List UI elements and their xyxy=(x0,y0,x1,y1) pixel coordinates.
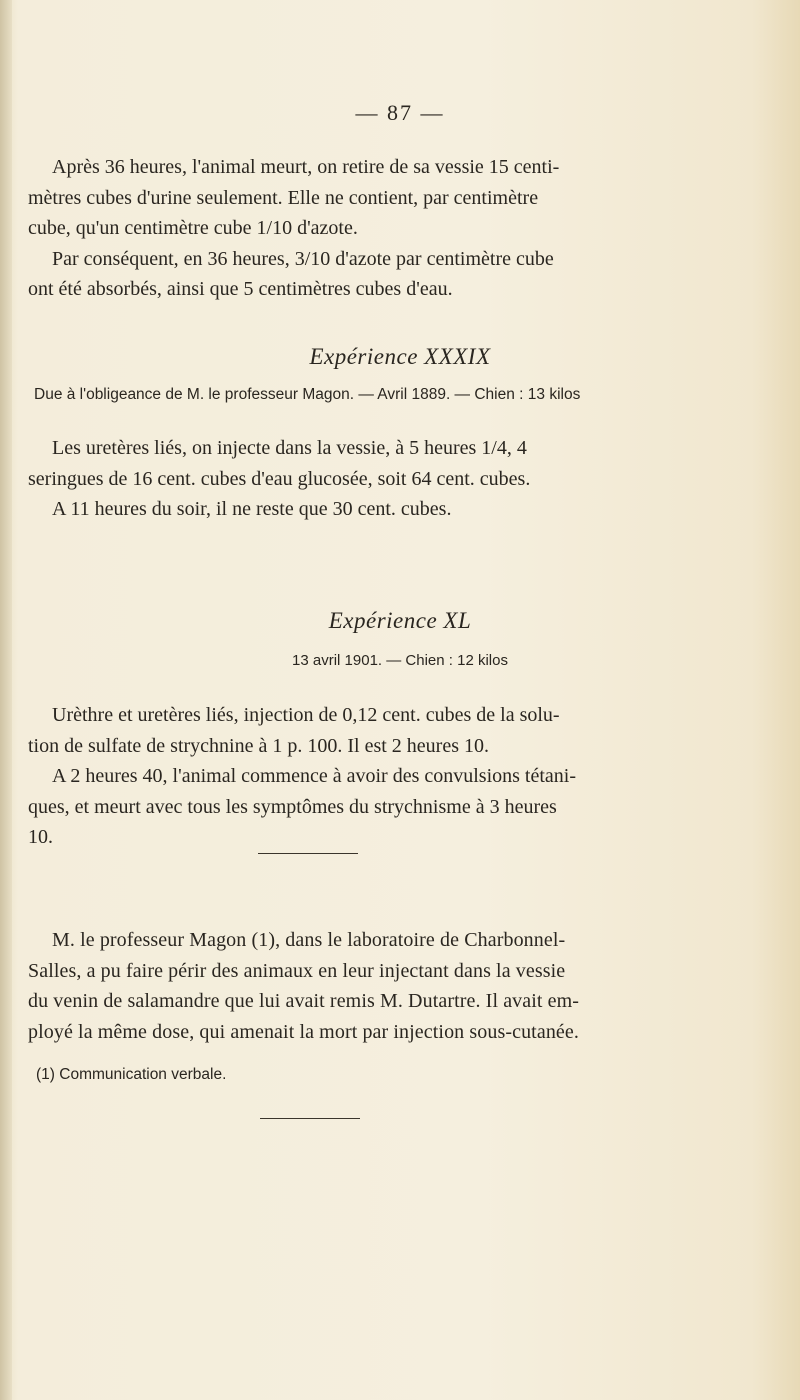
intro-line: cube, qu'un centimètre cube 1/10 d'azote. xyxy=(28,217,358,239)
intro-line: Après 36 heures, l'animal meurt, on retire de sa vessie 15 centi- xyxy=(52,156,560,178)
experience-40-meta: 13 avril 1901. — Chien : 12 kilos xyxy=(292,652,508,669)
experience-40-line: ques, et meurt avec tous les symptômes du strychnisme à 3 heures xyxy=(28,795,557,818)
experience-39-line: A 11 heures du soir, il ne reste que 30 cent. cubes. xyxy=(52,498,452,520)
experience-40-line: tion de sulfate de strychnine à 1 p. 100. Il est 2 heures 10. xyxy=(28,734,489,757)
page-gutter xyxy=(0,0,12,1400)
experience-39-line: seringues de 16 cent. cubes d'eau glucosée, soit 64 cent. cubes. xyxy=(28,467,531,490)
intro-line: mètres cubes d'urine seulement. Elle ne contient, par centimètre xyxy=(28,186,539,209)
experience-39-meta: Due à l'obligeance de M. le professeur Magon. — Avril 1889. — Chien : 13 kilos xyxy=(34,386,581,403)
closing-line: du venin de salamandre que lui avait remis M. Dutartre. Il avait em- xyxy=(28,990,580,1012)
intro-line: ont été absorbés, ainsi que 5 centimètres cubes d'eau. xyxy=(28,278,453,300)
experience-40-line: 10. xyxy=(28,826,53,848)
footnote-rule xyxy=(260,1118,360,1119)
closing-line: ployé la même dose, qui amenait la mort par injection sous-cutanée. xyxy=(28,1020,579,1043)
experience-40-line: Urèthre et uretères liés, injection de 0,12 cent. cubes de la solu- xyxy=(52,704,560,726)
experience-39-title: Expérience XXXIX xyxy=(309,344,491,369)
experience-39-line: Les uretères liés, on injecte dans la vessie, à 5 heures 1/4, 4 xyxy=(52,437,527,459)
experience-40-paragraph xyxy=(28,700,780,853)
footnote: (1) Communication verbale. xyxy=(36,1066,227,1083)
experience-40-title: Expérience XL xyxy=(328,608,472,633)
intro-paragraph xyxy=(28,152,780,305)
intro-line: Par conséquent, en 36 heures, 3/10 d'azote par centimètre cube xyxy=(52,247,554,270)
section-divider xyxy=(258,853,358,854)
page-number: — 87 — xyxy=(355,100,445,125)
closing-paragraph xyxy=(28,925,780,1047)
closing-line: Salles, a pu faire périr des animaux en leur injectant dans la vessie xyxy=(28,959,566,982)
experience-39-paragraph xyxy=(28,433,780,525)
closing-line: M. le professeur Magon (1), dans le laboratoire de Charbonnel- xyxy=(52,929,566,951)
experience-40-line: A 2 heures 40, l'animal commence à avoir des convulsions tétani- xyxy=(52,765,577,787)
